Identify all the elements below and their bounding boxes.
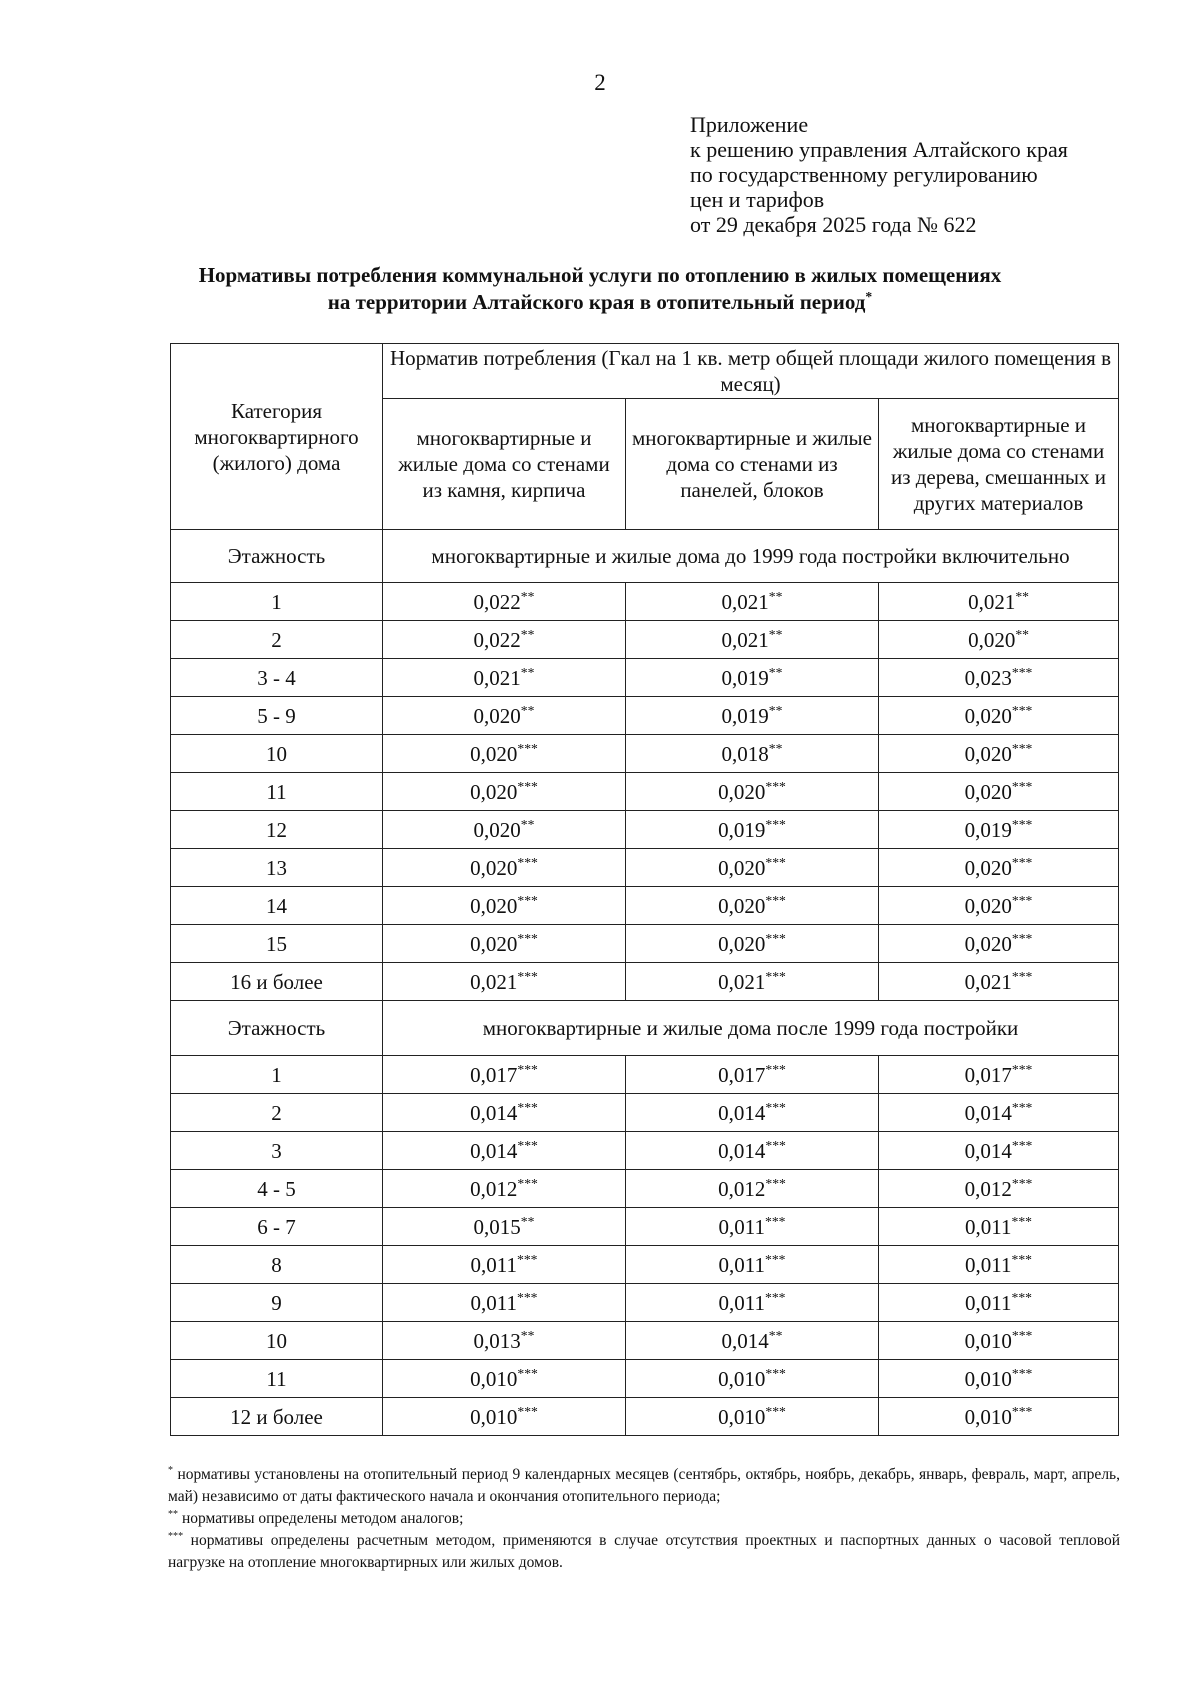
- floors-cell: 14: [171, 887, 383, 925]
- footnote-mark: ***: [517, 1099, 538, 1115]
- norm-value: 0,020: [964, 779, 1012, 804]
- floors-cell: 2: [171, 621, 383, 659]
- norm-value: 0,010: [470, 1404, 518, 1429]
- floors-label: Этажность: [171, 1001, 383, 1056]
- footnote-mark: ***: [1011, 1175, 1033, 1191]
- norm-value: 0,017: [718, 1062, 766, 1087]
- norm-value: 0,013: [473, 1328, 521, 1353]
- norm-value: 0,020: [470, 931, 518, 956]
- footnote-mark: **: [520, 626, 535, 642]
- norm-value: 0,021: [473, 665, 521, 690]
- norm-value: 0,011: [718, 1214, 765, 1239]
- norm-value: 0,014: [718, 1100, 766, 1125]
- footnote-mark: ***: [517, 968, 538, 984]
- value-cell: [626, 1170, 879, 1208]
- norm-value: 0,014: [470, 1100, 518, 1125]
- value-cell: [383, 1322, 626, 1360]
- floors-cell: 5 - 9: [171, 697, 383, 735]
- value-cell: [626, 887, 879, 925]
- footnote-mark: ***: [765, 1365, 786, 1381]
- table-row: [171, 849, 1119, 887]
- value-cell: [879, 583, 1119, 621]
- norm-value: 0,011: [965, 1290, 1012, 1315]
- footnote-mark: ***: [517, 778, 538, 794]
- value-cell: [626, 1360, 879, 1398]
- norm-value: 0,022: [473, 627, 521, 652]
- value-cell: [879, 1322, 1119, 1360]
- footnote-mark: ***: [765, 892, 786, 908]
- footnote-mark: ***: [517, 1137, 538, 1153]
- norm-value: 0,019: [718, 817, 766, 842]
- footnote-mark: *: [168, 1464, 174, 1476]
- footnote-mark: ***: [517, 854, 538, 870]
- footnote-text: нормативы установлены на отопительный период 9 календарных месяцев (сентябрь, октябрь, ноябрь, декабрь, январь, февраль, март, апрель, май) независимо от даты фактического начала и окончания отопительного периода;: [168, 1466, 1120, 1505]
- value-cell: [879, 1208, 1119, 1246]
- value-cell: [626, 1322, 879, 1360]
- value-cell: [626, 1056, 879, 1094]
- floors-cell: 11: [171, 773, 383, 811]
- table-row: [171, 1094, 1119, 1132]
- footnote-text: нормативы определены расчетным методом, применяются в случае отсутствия проектных и паспортных данных о часовой тепловой нагрузке на отопление многоквартирных или жилых домов.: [168, 1532, 1120, 1571]
- footnote-mark: ***: [1011, 1137, 1033, 1153]
- norm-value: 0,021: [968, 589, 1016, 614]
- floors-cell: 12 и более: [171, 1398, 383, 1436]
- value-cell: [383, 773, 626, 811]
- table-row: [171, 925, 1119, 963]
- value-cell: [383, 1056, 626, 1094]
- document-title: [100, 262, 1100, 316]
- norm-value: 0,014: [964, 1100, 1012, 1125]
- value-cell: [626, 1398, 879, 1436]
- table-row: [171, 1208, 1119, 1246]
- value-cell: [383, 849, 626, 887]
- table-row: [171, 583, 1119, 621]
- floors-cell: 12: [171, 811, 383, 849]
- value-cell: [383, 1170, 626, 1208]
- norm-value: 0,012: [964, 1176, 1012, 1201]
- footnote-mark: ***: [1011, 1213, 1032, 1229]
- footnote-mark: ***: [168, 1530, 184, 1542]
- value-cell: [383, 697, 626, 735]
- table-row: [171, 1360, 1119, 1398]
- value-cell: [626, 773, 879, 811]
- footnote-mark: **: [768, 664, 783, 680]
- floors-cell: 16 и более: [171, 963, 383, 1001]
- value-cell: [879, 811, 1119, 849]
- title-line: на территории Алтайского края в отопительный период: [327, 290, 866, 314]
- norm-value: 0,020: [470, 893, 518, 918]
- value-cell: [626, 1284, 879, 1322]
- section-title: многоквартирные и жилые дома после 1999 года постройки: [383, 1001, 1119, 1056]
- value-cell: [879, 1094, 1119, 1132]
- norm-value: 0,019: [721, 703, 769, 728]
- value-cell: [383, 1398, 626, 1436]
- floors-cell: 8: [171, 1246, 383, 1284]
- value-cell: [626, 659, 879, 697]
- appendix-block: [690, 112, 1068, 237]
- footnote-mark: **: [1015, 626, 1029, 642]
- norm-value: 0,020: [964, 893, 1012, 918]
- value-cell: [879, 1056, 1119, 1094]
- norm-value: 0,014: [718, 1138, 766, 1163]
- footnote-mark: ***: [765, 1099, 786, 1115]
- table-row: [171, 1322, 1119, 1360]
- norm-value: 0,021: [470, 969, 518, 994]
- footnote-mark: **: [768, 626, 783, 642]
- floors-cell: 13: [171, 849, 383, 887]
- norm-value: 0,020: [964, 855, 1012, 880]
- footnote-mark: ***: [1011, 1251, 1032, 1267]
- footnote: [168, 1464, 1120, 1508]
- norm-value: 0,021: [721, 589, 769, 614]
- footnote-mark: ***: [517, 740, 538, 756]
- footnote-mark: ***: [765, 854, 786, 870]
- footnote-mark: **: [1015, 588, 1029, 604]
- footnote-text: нормативы определены методом аналогов;: [178, 1510, 464, 1527]
- floors-label: Этажность: [171, 530, 383, 583]
- norm-value: 0,020: [470, 741, 518, 766]
- category-header: Категория многоквартирного (жилого) дома: [171, 344, 383, 530]
- value-cell: [383, 1284, 626, 1322]
- footnote-mark: ***: [1011, 778, 1033, 794]
- norms-table: [170, 343, 1119, 1436]
- footnote-mark: ***: [1011, 1099, 1033, 1115]
- value-cell: [383, 1208, 626, 1246]
- value-cell: [626, 735, 879, 773]
- footnote-mark: ***: [517, 1403, 538, 1419]
- value-cell: [626, 963, 879, 1001]
- table-row: [171, 1170, 1119, 1208]
- footnote-mark: **: [768, 702, 783, 718]
- value-cell: [879, 1246, 1119, 1284]
- value-cell: [383, 1094, 626, 1132]
- value-cell: [383, 925, 626, 963]
- footnote-mark: ***: [517, 892, 538, 908]
- value-cell: [879, 659, 1119, 697]
- norm-value: 0,023: [964, 665, 1012, 690]
- table-row: [171, 1284, 1119, 1322]
- floors-cell: 11: [171, 1360, 383, 1398]
- title-line: Нормативы потребления коммунальной услуги по отоплению в жилых помещениях: [198, 263, 1002, 287]
- norm-value: 0,015: [473, 1214, 521, 1239]
- table-row: [171, 697, 1119, 735]
- value-cell: [626, 1208, 879, 1246]
- appendix-line: по государственному регулированию: [690, 162, 1038, 187]
- footnote-mark: ***: [517, 1061, 538, 1077]
- value-cell: [879, 1398, 1119, 1436]
- floors-cell: 3: [171, 1132, 383, 1170]
- footnote-mark: ***: [765, 930, 786, 946]
- norm-value: 0,011: [718, 1290, 765, 1315]
- norm-value: 0,020: [718, 855, 766, 880]
- value-cell: [383, 583, 626, 621]
- norm-value: 0,020: [718, 931, 766, 956]
- norm-value: 0,022: [473, 589, 521, 614]
- appendix-line: к решению управления Алтайского края: [690, 137, 1068, 162]
- norm-value: 0,020: [964, 931, 1012, 956]
- norm-value: 0,021: [964, 969, 1012, 994]
- footnote-mark: ***: [1011, 968, 1033, 984]
- footnote-mark: **: [520, 1327, 535, 1343]
- norm-value: 0,010: [964, 1328, 1012, 1353]
- norm-value: 0,017: [470, 1062, 518, 1087]
- floors-cell: 1: [171, 1056, 383, 1094]
- footnote-mark: ***: [1011, 1403, 1033, 1419]
- value-cell: [383, 735, 626, 773]
- table-row: [171, 621, 1119, 659]
- footnote-mark: ***: [765, 1289, 786, 1305]
- norm-value: 0,019: [721, 665, 769, 690]
- footnote-mark: ***: [1011, 1365, 1033, 1381]
- section-header-row: [171, 1001, 1119, 1056]
- norm-value: 0,020: [968, 627, 1016, 652]
- footnote-mark: ***: [517, 1251, 538, 1267]
- table-row: [171, 887, 1119, 925]
- norm-value: 0,020: [964, 703, 1012, 728]
- value-cell: [879, 697, 1119, 735]
- table-row: [171, 1398, 1119, 1436]
- value-cell: [383, 1132, 626, 1170]
- appendix-line: цен и тарифов: [690, 187, 825, 212]
- floors-cell: 9: [171, 1284, 383, 1322]
- norm-value: 0,014: [721, 1328, 769, 1353]
- norm-value: 0,011: [470, 1252, 517, 1277]
- value-cell: [626, 849, 879, 887]
- value-cell: [383, 963, 626, 1001]
- footnote-mark: **: [520, 1213, 535, 1229]
- appendix-line: от 29 декабря 2025 года № 622: [690, 212, 977, 237]
- footnote-mark: *: [865, 289, 873, 304]
- norm-value: 0,020: [718, 893, 766, 918]
- norm-value: 0,012: [718, 1176, 766, 1201]
- norm-value: 0,020: [473, 703, 521, 728]
- footnote-mark: **: [168, 1508, 179, 1520]
- footnote-mark: ***: [1011, 702, 1033, 718]
- table-row: [171, 963, 1119, 1001]
- norm-value: 0,010: [964, 1366, 1012, 1391]
- value-cell: [383, 659, 626, 697]
- value-cell: [879, 1284, 1119, 1322]
- footnote-mark: **: [520, 664, 535, 680]
- norm-value: 0,020: [718, 779, 766, 804]
- value-cell: [879, 887, 1119, 925]
- value-cell: [626, 583, 879, 621]
- norm-value: 0,010: [718, 1404, 766, 1429]
- footnote-mark: ***: [1011, 930, 1033, 946]
- norm-value: 0,011: [965, 1214, 1012, 1239]
- column-header-wood: многоквартирные и жилые дома со стенами из дерева, смешанных и других материалов: [879, 399, 1119, 530]
- footnote-mark: ***: [1011, 854, 1033, 870]
- floors-cell: 10: [171, 735, 383, 773]
- column-header-stone: многоквартирные и жилые дома со стенами из камня, кирпича: [383, 399, 626, 530]
- footnote-mark: ***: [765, 1061, 786, 1077]
- norm-value: 0,019: [964, 817, 1012, 842]
- value-cell: [626, 925, 879, 963]
- norm-value: 0,020: [470, 855, 518, 880]
- footnote-mark: ***: [1011, 1289, 1032, 1305]
- footnote-mark: ***: [765, 1175, 786, 1191]
- value-cell: [879, 1170, 1119, 1208]
- footnote-mark: **: [768, 740, 783, 756]
- footnote: [168, 1530, 1120, 1574]
- footnotes: [168, 1464, 1120, 1574]
- footnote-mark: ***: [517, 1175, 538, 1191]
- norm-value: 0,020: [470, 779, 518, 804]
- value-cell: [383, 621, 626, 659]
- norm-value: 0,014: [964, 1138, 1012, 1163]
- norm-value: 0,012: [470, 1176, 518, 1201]
- value-cell: [879, 1132, 1119, 1170]
- value-cell: [626, 1094, 879, 1132]
- value-cell: [879, 621, 1119, 659]
- footnote-mark: ***: [765, 1403, 786, 1419]
- footnote-mark: ***: [765, 778, 786, 794]
- footnote-mark: **: [768, 1327, 783, 1343]
- table-row: [171, 735, 1119, 773]
- floors-cell: 3 - 4: [171, 659, 383, 697]
- floors-cell: 10: [171, 1322, 383, 1360]
- section-title: многоквартирные и жилые дома до 1999 года постройки включительно: [383, 530, 1119, 583]
- footnote-mark: ***: [1011, 664, 1033, 680]
- norm-value: 0,010: [964, 1404, 1012, 1429]
- norm-value: 0,011: [470, 1290, 517, 1315]
- footnote-mark: **: [768, 588, 783, 604]
- appendix-line: Приложение: [690, 112, 809, 137]
- value-cell: [626, 1132, 879, 1170]
- floors-cell: 6 - 7: [171, 1208, 383, 1246]
- norm-value: 0,014: [470, 1138, 518, 1163]
- value-cell: [879, 735, 1119, 773]
- table-row: [171, 1056, 1119, 1094]
- value-cell: [383, 1360, 626, 1398]
- floors-cell: 4 - 5: [171, 1170, 383, 1208]
- footnote-mark: ***: [1011, 892, 1033, 908]
- value-cell: [383, 887, 626, 925]
- footnote-mark: ***: [1011, 816, 1033, 832]
- norm-value: 0,020: [964, 741, 1012, 766]
- footnote-mark: ***: [517, 1289, 538, 1305]
- footnote-mark: ***: [517, 1365, 538, 1381]
- norm-value: 0,020: [473, 817, 521, 842]
- norm-value: 0,010: [470, 1366, 518, 1391]
- value-cell: [879, 925, 1119, 963]
- value-cell: [879, 1360, 1119, 1398]
- footnote: [168, 1508, 1120, 1530]
- footnote-mark: ***: [1011, 1327, 1033, 1343]
- norm-value: 0,010: [718, 1366, 766, 1391]
- value-cell: [626, 621, 879, 659]
- value-cell: [383, 1246, 626, 1284]
- value-cell: [383, 811, 626, 849]
- footnote-mark: ***: [1011, 740, 1033, 756]
- footnote-mark: ***: [765, 1137, 786, 1153]
- footnote-mark: ***: [517, 930, 538, 946]
- table-row: [171, 1132, 1119, 1170]
- norm-value: 0,021: [718, 969, 766, 994]
- value-cell: [879, 773, 1119, 811]
- table-row: [171, 811, 1119, 849]
- value-cell: [879, 963, 1119, 1001]
- column-header-panel: многоквартирные и жилые дома со стенами из панелей, блоков: [626, 399, 879, 530]
- footnote-mark: ***: [765, 1213, 786, 1229]
- value-cell: [879, 849, 1119, 887]
- value-cell: [626, 1246, 879, 1284]
- table-row: [171, 773, 1119, 811]
- norm-value: 0,011: [965, 1252, 1012, 1277]
- footnote-mark: **: [520, 816, 535, 832]
- footnote-mark: ***: [1011, 1061, 1033, 1077]
- table-row: [171, 659, 1119, 697]
- footnote-mark: ***: [765, 1251, 786, 1267]
- floors-cell: 2: [171, 1094, 383, 1132]
- norm-value: 0,018: [721, 741, 769, 766]
- floors-cell: 15: [171, 925, 383, 963]
- floors-cell: 1: [171, 583, 383, 621]
- value-cell: [626, 697, 879, 735]
- table-row: [171, 1246, 1119, 1284]
- footnote-mark: **: [520, 588, 535, 604]
- norm-header: Норматив потребления (Гкал на 1 кв. метр общей площади жилого помещения в месяц): [383, 344, 1119, 399]
- section-header-row: [171, 530, 1119, 583]
- footnote-mark: ***: [765, 968, 786, 984]
- norm-value: 0,011: [718, 1252, 765, 1277]
- page-number: 2: [594, 70, 606, 95]
- footnote-mark: **: [520, 702, 535, 718]
- norm-value: 0,021: [721, 627, 769, 652]
- footnote-mark: ***: [765, 816, 786, 832]
- value-cell: [626, 811, 879, 849]
- norm-value: 0,017: [964, 1062, 1012, 1087]
